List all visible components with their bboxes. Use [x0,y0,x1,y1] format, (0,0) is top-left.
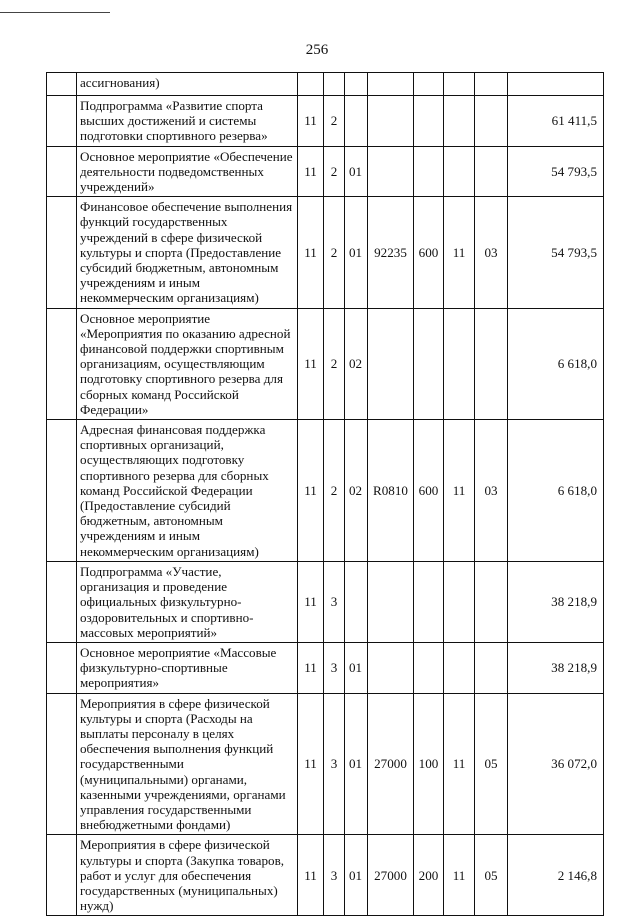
subsection-cell [475,561,508,642]
subprogram-code-cell: 2 [324,420,345,562]
subprogram-code-cell: 3 [324,835,345,916]
expense-type-cell [414,96,444,147]
program-code-cell: 11 [298,835,324,916]
main-event-code-cell: 01 [345,693,368,835]
blank-cell [47,420,77,562]
table-row [47,308,604,419]
expense-type-cell: 100 [414,693,444,835]
program-code-cell: 11 [298,561,324,642]
main-event-code-cell: 02 [345,420,368,562]
subprogram-code-cell [324,73,345,96]
main-event-code-cell: 01 [345,146,368,197]
item-name-cell: Основное мероприятие «Мероприятия по оказанию адресной финансовой поддержки спортивным организациям, осуществляющим подготовку спортивного резерва для сборных команд Российской Федерации» [77,308,298,419]
program-code-cell: 11 [298,146,324,197]
direction-code-cell [368,561,414,642]
expense-type-cell [414,146,444,197]
main-event-code-cell [345,96,368,147]
subprogram-code-cell: 2 [324,197,345,308]
direction-code-cell: 27000 [368,835,414,916]
program-code-cell [298,73,324,96]
direction-code-cell: R0810 [368,420,414,562]
table-row [47,96,604,147]
blank-cell [47,693,77,835]
expense-type-cell [414,642,444,693]
program-code-cell: 11 [298,96,324,147]
subsection-cell [475,73,508,96]
subprogram-code-cell: 2 [324,146,345,197]
section-cell: 11 [444,693,475,835]
main-event-code-cell: 01 [345,835,368,916]
table-row [47,73,604,96]
direction-code-cell [368,96,414,147]
program-code-cell: 11 [298,642,324,693]
main-event-code-cell [345,73,368,96]
table-body [47,73,604,916]
page-number: 256 [305,42,329,58]
table-row [47,835,604,916]
table-row [47,420,604,562]
item-name-cell: Мероприятия в сфере физической культуры и спорта (Закупка товаров, работ и услуг для обеспечения государственных (муниципальных) нужд) [77,835,298,916]
item-name-cell: Адресная финансовая поддержка спортивных организаций, осуществляющих подготовку спортивного резерва для сборных команд Российской Федерации (Предоставление субсидий бюджетным, автономным учреждениям и иным некоммерческим организациям) [77,420,298,562]
section-cell: 11 [444,420,475,562]
amount-cell: 6 618,0 [508,420,604,562]
item-name-cell: Основное мероприятие «Обеспечение деятельности подведомственных учреждений» [77,146,298,197]
top-rule [0,12,110,13]
table-row [47,642,604,693]
expense-type-cell: 200 [414,835,444,916]
direction-code-cell: 92235 [368,197,414,308]
section-cell [444,73,475,96]
direction-code-cell [368,642,414,693]
section-cell [444,96,475,147]
expense-type-cell: 600 [414,197,444,308]
blank-cell [47,73,77,96]
amount-cell: 2 146,8 [508,835,604,916]
item-name-cell: Подпрограмма «Участие, организация и проведение официальных физкультурно-оздоровительных и спортивно-массовых мероприятий» [77,561,298,642]
blank-cell [47,197,77,308]
main-event-code-cell: 02 [345,308,368,419]
program-code-cell: 11 [298,693,324,835]
item-name-cell: Подпрограмма «Развитие спорта высших достижений и системы подготовки спортивного резерва» [77,96,298,147]
section-cell [444,561,475,642]
direction-code-cell [368,308,414,419]
section-cell: 11 [444,835,475,916]
section-cell [444,642,475,693]
direction-code-cell [368,73,414,96]
amount-cell [508,73,604,96]
program-code-cell: 11 [298,420,324,562]
budget-table [46,72,604,916]
expense-type-cell [414,561,444,642]
amount-cell: 61 411,5 [508,96,604,147]
blank-cell [47,835,77,916]
subprogram-code-cell: 2 [324,96,345,147]
subsection-cell: 05 [475,693,508,835]
subprogram-code-cell: 3 [324,561,345,642]
main-event-code-cell: 01 [345,197,368,308]
main-event-code-cell [345,561,368,642]
item-name-cell: Основное мероприятие «Массовые физкультурно-спортивные мероприятия» [77,642,298,693]
subsection-cell: 05 [475,835,508,916]
program-code-cell: 11 [298,197,324,308]
item-name-cell: Мероприятия в сфере физической культуры и спорта (Расходы на выплаты персоналу в целях обеспечения выполнения функций государственными (муниципальными) органами, казенными учреждениями, органами управления государственными внебюджетными фондами) [77,693,298,835]
direction-code-cell: 27000 [368,693,414,835]
subprogram-code-cell: 3 [324,693,345,835]
section-cell [444,146,475,197]
blank-cell [47,308,77,419]
table-row [47,693,604,835]
blank-cell [47,96,77,147]
subsection-cell [475,308,508,419]
subprogram-code-cell: 2 [324,308,345,419]
item-name-cell: Финансовое обеспечение выполнения функций государственных учреждений в сфере физической культуры и спорта (Предоставление субсидий бюджетным, автономным учреждениям и иным некоммерческим организациям) [77,197,298,308]
amount-cell: 6 618,0 [508,308,604,419]
expense-type-cell [414,308,444,419]
subsection-cell [475,146,508,197]
program-code-cell: 11 [298,308,324,419]
amount-cell: 54 793,5 [508,197,604,308]
blank-cell [47,642,77,693]
amount-cell: 54 793,5 [508,146,604,197]
section-cell: 11 [444,197,475,308]
blank-cell [47,146,77,197]
subsection-cell: 03 [475,197,508,308]
direction-code-cell [368,146,414,197]
blank-cell [47,561,77,642]
subsection-cell [475,96,508,147]
main-event-code-cell: 01 [345,642,368,693]
table-row [47,561,604,642]
subsection-cell [475,642,508,693]
amount-cell: 38 218,9 [508,561,604,642]
amount-cell: 36 072,0 [508,693,604,835]
amount-cell: 38 218,9 [508,642,604,693]
subsection-cell: 03 [475,420,508,562]
expense-type-cell [414,73,444,96]
table-row [47,146,604,197]
item-name-cell: ассигнования) [77,73,298,96]
expense-type-cell: 600 [414,420,444,562]
section-cell [444,308,475,419]
table-row [47,197,604,308]
subprogram-code-cell: 3 [324,642,345,693]
